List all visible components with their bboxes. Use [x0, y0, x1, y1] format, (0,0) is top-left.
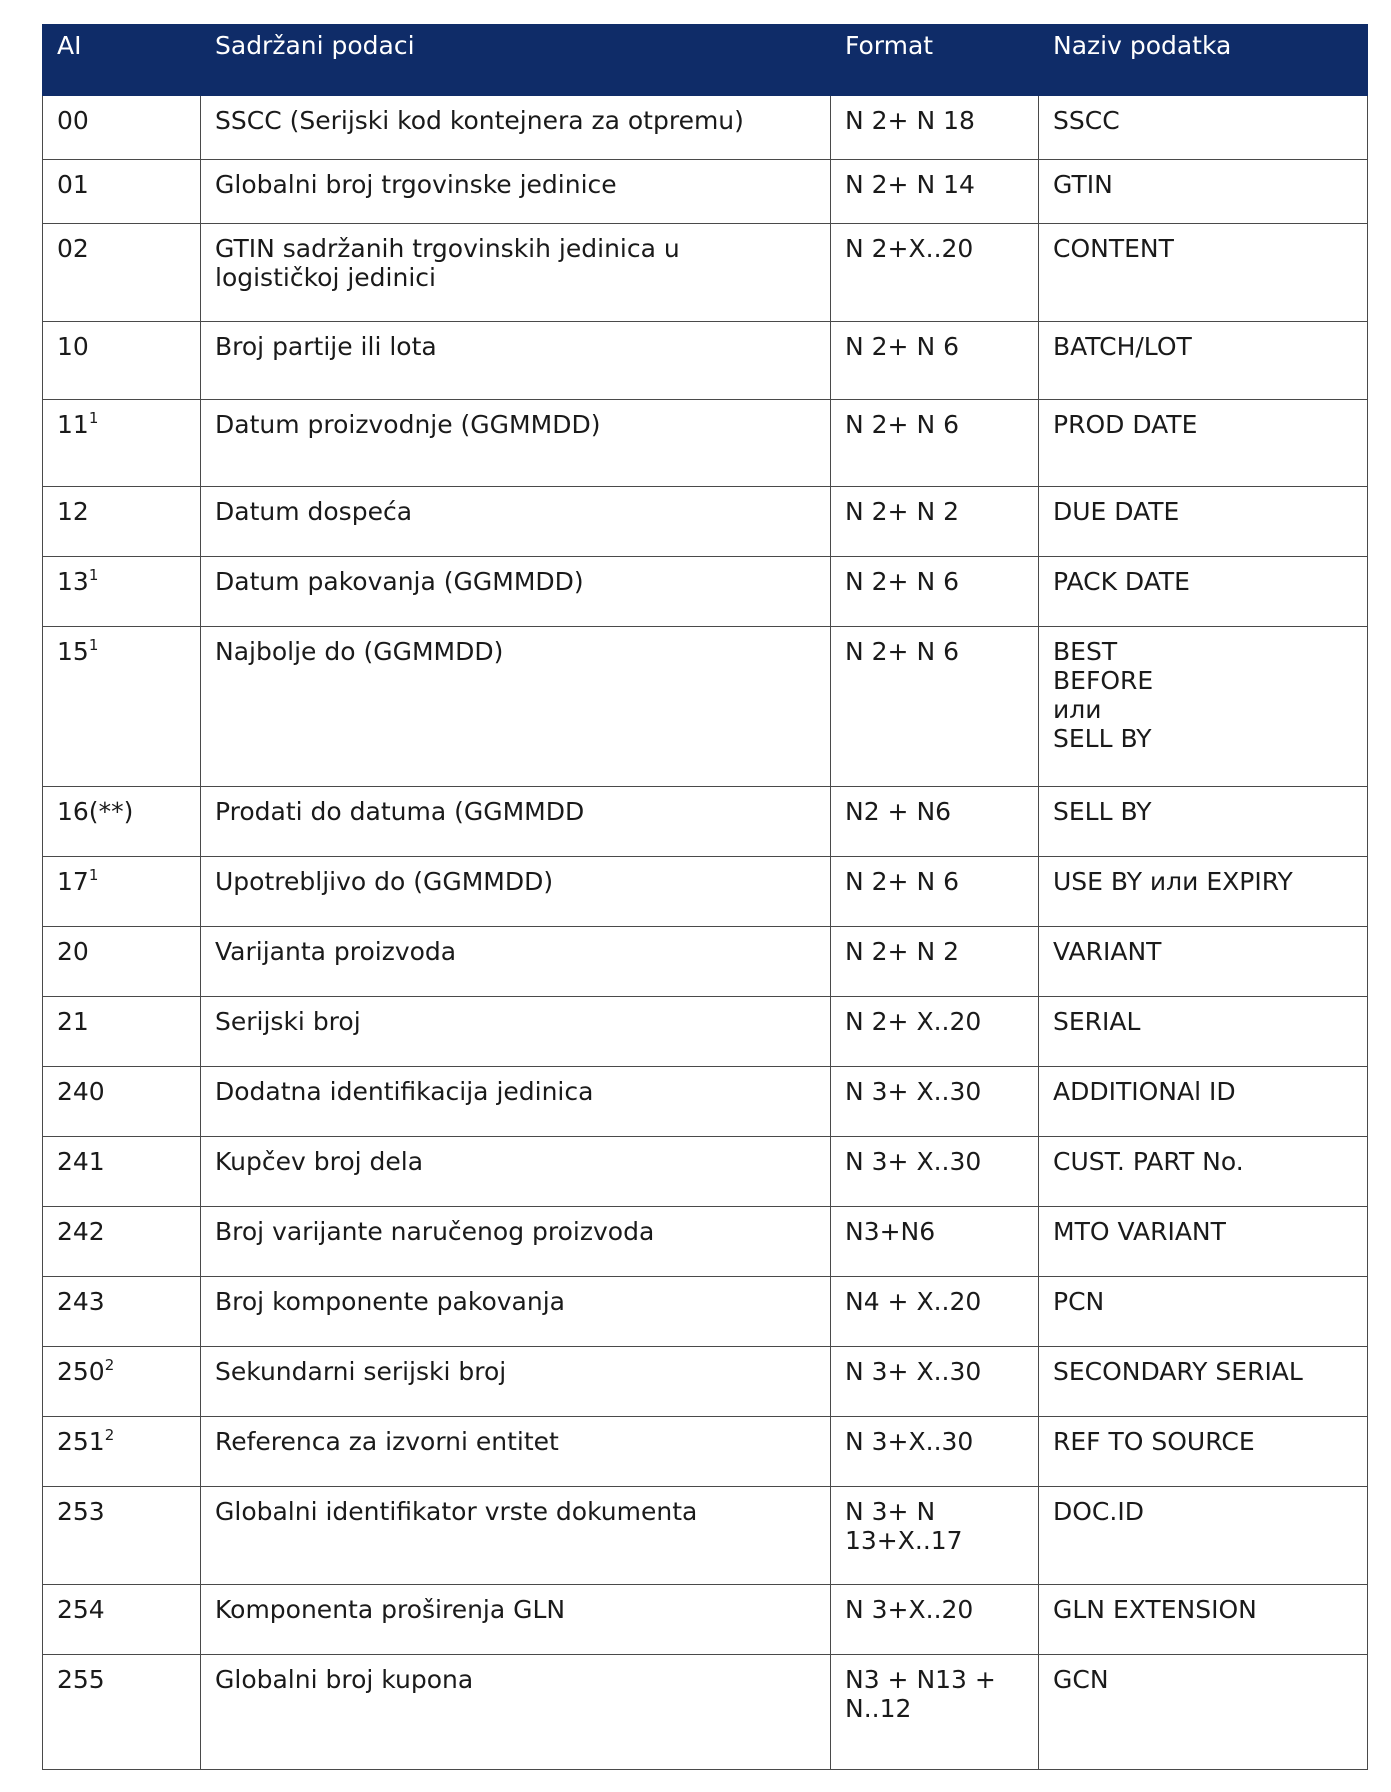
cell-ai — [43, 224, 201, 322]
cell-format-line: N 3+ X..30 — [845, 1147, 982, 1176]
cell-format — [831, 1067, 1039, 1137]
header-ai: AI — [43, 25, 201, 96]
cell-name-line: или — [1053, 695, 1102, 724]
cell-content — [201, 487, 831, 557]
table-row — [43, 1207, 1368, 1277]
table-row — [43, 224, 1368, 322]
cell-format-line: N 3+ X..30 — [845, 1357, 982, 1386]
cell-name-line: GTIN — [1053, 170, 1113, 199]
cell-name — [1039, 627, 1368, 787]
table-row — [43, 1585, 1368, 1655]
ai-code: 12 — [57, 497, 89, 526]
cell-name — [1039, 1347, 1368, 1417]
table-row — [43, 627, 1368, 787]
ai-table — [42, 24, 1368, 1770]
cell-name-line: CUST. PART No. — [1053, 1147, 1244, 1176]
cell-format — [831, 1347, 1039, 1417]
ai-code: 02 — [57, 234, 89, 263]
ai-code: 254 — [57, 1595, 105, 1624]
cell-name-line: PROD DATE — [1053, 410, 1198, 439]
cell-name — [1039, 96, 1368, 160]
cell-content-line: Datum pakovanja (GGMMDD) — [215, 567, 584, 596]
cell-name-line: REF TO SOURCE — [1053, 1427, 1255, 1456]
ai-code: 01 — [57, 170, 89, 199]
cell-name — [1039, 224, 1368, 322]
table-header-row — [43, 25, 1368, 96]
cell-content-line: Najbolje do (GGMMDD) — [215, 637, 504, 666]
cell-content — [201, 1487, 831, 1585]
header-format: Format — [831, 25, 1039, 96]
cell-ai — [43, 322, 201, 400]
ai-code: 16(**) — [57, 797, 134, 826]
cell-ai — [43, 400, 201, 487]
cell-content — [201, 1585, 831, 1655]
cell-name — [1039, 322, 1368, 400]
cell-name — [1039, 160, 1368, 224]
ai-code: 17 — [57, 867, 89, 896]
cell-content-line: Broj partije ili lota — [215, 332, 437, 361]
cell-ai — [43, 557, 201, 627]
cell-content-line: Globalni identifikator vrste dokumenta — [215, 1497, 698, 1526]
table-row — [43, 557, 1368, 627]
cell-ai — [43, 160, 201, 224]
cell-name — [1039, 927, 1368, 997]
cell-ai — [43, 787, 201, 857]
cell-name — [1039, 787, 1368, 857]
footnote-marker: 1 — [88, 636, 99, 654]
cell-ai — [43, 1067, 201, 1137]
cell-ai — [43, 1655, 201, 1770]
cell-content — [201, 1067, 831, 1137]
ai-code: 15 — [57, 637, 89, 666]
ai-code: 21 — [57, 1007, 89, 1036]
cell-name-line: SERIAL — [1053, 1007, 1141, 1036]
cell-name — [1039, 1207, 1368, 1277]
table-row — [43, 1417, 1368, 1487]
cell-name — [1039, 1487, 1368, 1585]
cell-format — [831, 627, 1039, 787]
cell-format-line: N 2+X..20 — [845, 234, 974, 263]
cell-name — [1039, 487, 1368, 557]
table-row — [43, 787, 1368, 857]
table-row — [43, 96, 1368, 160]
cell-name-line: GLN EXTENSION — [1053, 1595, 1257, 1624]
table-row — [43, 1655, 1368, 1770]
cell-name-line: SELL BY — [1053, 797, 1152, 826]
cell-name-line: MTO VARIANT — [1053, 1217, 1226, 1246]
cell-content-line: Upotrebljivo do (GGMMDD) — [215, 867, 554, 896]
ai-code: 20 — [57, 937, 89, 966]
cell-name — [1039, 1585, 1368, 1655]
ai-code: 13 — [57, 567, 89, 596]
cell-format-line: N3+N6 — [845, 1217, 936, 1246]
cell-content — [201, 1137, 831, 1207]
table-row — [43, 1347, 1368, 1417]
cell-format-line: N 2+ N 6 — [845, 567, 960, 596]
cell-name-line: BEST — [1053, 637, 1118, 666]
table-row — [43, 487, 1368, 557]
cell-ai — [43, 1347, 201, 1417]
cell-ai — [43, 997, 201, 1067]
cell-name-line: DOC.ID — [1053, 1497, 1144, 1526]
footnote-marker: 1 — [88, 566, 99, 584]
cell-format-line: N 3+ X..30 — [845, 1077, 982, 1106]
cell-content — [201, 322, 831, 400]
cell-ai — [43, 1137, 201, 1207]
cell-name-line: GCN — [1053, 1665, 1109, 1694]
cell-format-line: N 2+ N 6 — [845, 410, 960, 439]
ai-code: 243 — [57, 1287, 105, 1316]
cell-format — [831, 1585, 1039, 1655]
cell-name-line: BEFORE — [1053, 666, 1154, 695]
ai-code: 240 — [57, 1077, 105, 1106]
table-row — [43, 400, 1368, 487]
cell-content-line: Referenca za izvorni entitet — [215, 1427, 559, 1456]
cell-name — [1039, 997, 1368, 1067]
cell-content — [201, 1207, 831, 1277]
cell-content-line: Globalni broj trgovinske jedinice — [215, 170, 617, 199]
cell-content — [201, 1655, 831, 1770]
ai-code: 241 — [57, 1147, 105, 1176]
cell-content-line: Sekundarni serijski broj — [215, 1357, 507, 1386]
cell-name-line: PCN — [1053, 1287, 1105, 1316]
cell-content — [201, 997, 831, 1067]
cell-content — [201, 627, 831, 787]
cell-name — [1039, 1277, 1368, 1347]
cell-ai — [43, 1487, 201, 1585]
cell-format-line: N 2+ N 18 — [845, 106, 975, 135]
cell-format — [831, 1207, 1039, 1277]
footnote-marker: 2 — [104, 1426, 115, 1444]
cell-content — [201, 557, 831, 627]
cell-name — [1039, 557, 1368, 627]
cell-ai — [43, 96, 201, 160]
cell-name-line: ADDITIONAl ID — [1053, 1077, 1236, 1106]
footnote-marker: 1 — [88, 409, 99, 427]
cell-format-line: N 2+ N 2 — [845, 937, 960, 966]
ai-code: 251 — [57, 1427, 105, 1456]
cell-format-line: N4 + X..20 — [845, 1287, 982, 1316]
cell-content — [201, 160, 831, 224]
footnote-marker: 1 — [88, 866, 99, 884]
cell-content — [201, 787, 831, 857]
cell-content — [201, 1277, 831, 1347]
ai-code: 253 — [57, 1497, 105, 1526]
cell-content — [201, 96, 831, 160]
cell-ai — [43, 1585, 201, 1655]
cell-format — [831, 997, 1039, 1067]
table-row — [43, 1487, 1368, 1585]
cell-ai — [43, 1277, 201, 1347]
cell-ai — [43, 627, 201, 787]
cell-name — [1039, 400, 1368, 487]
cell-format — [831, 1277, 1039, 1347]
ai-code: 242 — [57, 1217, 105, 1246]
cell-content-line: SSCC (Serijski kod kontejnera za otpremu) — [215, 106, 744, 135]
cell-name — [1039, 1067, 1368, 1137]
cell-format — [831, 160, 1039, 224]
table-row — [43, 857, 1368, 927]
table-row — [43, 1277, 1368, 1347]
ai-code: 10 — [57, 332, 89, 361]
cell-format — [831, 857, 1039, 927]
cell-format — [831, 322, 1039, 400]
cell-content — [201, 400, 831, 487]
header-name: Naziv podatka — [1039, 25, 1368, 96]
cell-format-line: N 3+X..20 — [845, 1595, 974, 1624]
cell-format — [831, 487, 1039, 557]
cell-format-line: N 2+ N 6 — [845, 637, 960, 666]
footnote-marker: 2 — [104, 1356, 115, 1374]
table-row — [43, 160, 1368, 224]
cell-name-line: SELL BY — [1053, 724, 1152, 753]
cell-content-line: Kupčev broj dela — [215, 1147, 424, 1176]
cell-format-line: N 2+ N 14 — [845, 170, 975, 199]
cell-ai — [43, 487, 201, 557]
cell-format-line: N3 + N13 + — [845, 1665, 996, 1694]
cell-format-line: N 3+ N — [845, 1497, 936, 1526]
cell-content-line: GTIN sadržanih trgovinskih jedinica u — [215, 234, 680, 263]
cell-format — [831, 787, 1039, 857]
cell-name-line: CONTENT — [1053, 234, 1174, 263]
cell-ai — [43, 1417, 201, 1487]
cell-format-line: N 2+ X..20 — [845, 1007, 982, 1036]
ai-code: 11 — [57, 410, 89, 439]
cell-content-line: Datum dospeća — [215, 497, 413, 526]
cell-content-line: Broj komponente pakovanja — [215, 1287, 565, 1316]
cell-name-line: DUE DATE — [1053, 497, 1180, 526]
cell-content-line: Varijanta proizvoda — [215, 937, 457, 966]
cell-format — [831, 400, 1039, 487]
cell-content-line: Broj varijante naručenog proizvoda — [215, 1217, 655, 1246]
table-row — [43, 1137, 1368, 1207]
cell-format — [831, 1137, 1039, 1207]
cell-format — [831, 927, 1039, 997]
cell-content — [201, 224, 831, 322]
cell-name — [1039, 1417, 1368, 1487]
ai-code: 255 — [57, 1665, 105, 1694]
cell-content — [201, 927, 831, 997]
cell-format-line: 13+X..17 — [845, 1526, 963, 1555]
cell-content-line: Dodatna identifikacija jedinica — [215, 1077, 594, 1106]
cell-name-line: BATCH/LOT — [1053, 332, 1192, 361]
header-content: Sadržani podaci — [201, 25, 831, 96]
cell-format-line: N 3+X..30 — [845, 1427, 974, 1456]
table-row — [43, 997, 1368, 1067]
cell-name-line: SSCC — [1053, 106, 1120, 135]
cell-ai — [43, 927, 201, 997]
cell-format — [831, 1417, 1039, 1487]
table-row — [43, 927, 1368, 997]
cell-name-line: USE BY или EXPIRY — [1053, 867, 1293, 896]
cell-format-line: N2 + N6 — [845, 797, 952, 826]
cell-format — [831, 1487, 1039, 1585]
cell-content-line: logističkoj jedinici — [215, 263, 436, 292]
cell-format-line: N 2+ N 6 — [845, 332, 960, 361]
cell-name — [1039, 857, 1368, 927]
ai-code: 250 — [57, 1357, 105, 1386]
ai-code: 00 — [57, 106, 89, 135]
cell-format — [831, 96, 1039, 160]
cell-format-line: N 2+ N 6 — [845, 867, 960, 896]
cell-name — [1039, 1655, 1368, 1770]
cell-name — [1039, 1137, 1368, 1207]
table-row — [43, 1067, 1368, 1137]
cell-content — [201, 857, 831, 927]
cell-name-line: VARIANT — [1053, 937, 1162, 966]
cell-content — [201, 1417, 831, 1487]
cell-content-line: Datum proizvodnje (GGMMDD) — [215, 410, 601, 439]
cell-name-line: PACK DATE — [1053, 567, 1190, 596]
cell-name-line: SECONDARY SERIAL — [1053, 1357, 1303, 1386]
cell-ai — [43, 857, 201, 927]
cell-format — [831, 1655, 1039, 1770]
cell-content-line: Globalni broj kupona — [215, 1665, 474, 1694]
table-row — [43, 322, 1368, 400]
cell-content-line: Prodati do datuma (GGMMDD — [215, 797, 585, 826]
cell-content — [201, 1347, 831, 1417]
cell-content-line: Komponenta proširenja GLN — [215, 1595, 566, 1624]
cell-format — [831, 557, 1039, 627]
cell-format-line: N 2+ N 2 — [845, 497, 960, 526]
cell-content-line: Serijski broj — [215, 1007, 361, 1036]
cell-format — [831, 224, 1039, 322]
cell-format-line: N..12 — [845, 1694, 912, 1723]
cell-ai — [43, 1207, 201, 1277]
